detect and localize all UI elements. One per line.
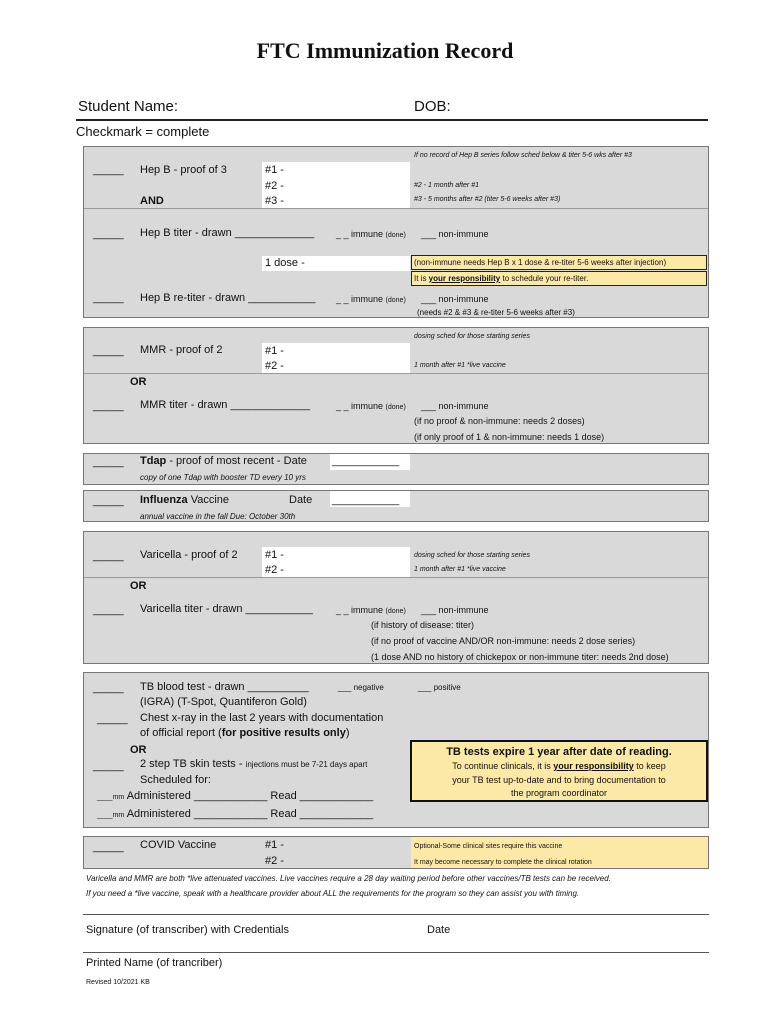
tb-blood-label: TB blood test - drawn __________ bbox=[140, 681, 309, 693]
hepb-titer-label: Hep B titer - drawn _____________ bbox=[140, 227, 315, 239]
tb-or-label: OR bbox=[130, 744, 147, 756]
flu-check-blank[interactable]: _____ bbox=[93, 495, 124, 507]
varicella-dose-fields[interactable] bbox=[262, 547, 410, 577]
flu-sub-note: annual vaccine in the fall Due: October 30th bbox=[140, 512, 296, 521]
page-title: FTC Immunization Record bbox=[256, 38, 514, 63]
hepb-retiter-immune: _ _ immune (done) bbox=[336, 294, 406, 304]
tdap-sub-note: copy of one Tdap with booster TD every 10 yrs bbox=[140, 473, 306, 482]
flu-date-line: ___________ bbox=[332, 494, 400, 506]
mmr-dose-fields[interactable] bbox=[262, 343, 410, 373]
footnote-live-vaccines: Varicella and MMR are both *live attenuated vaccines. Live vaccines require a 28 day waiting period before other vaccines/TB tests can be received. bbox=[86, 874, 611, 883]
hepb-dose-fields[interactable] bbox=[262, 162, 410, 208]
varicella-titer-immune: _ _ immune (done) bbox=[336, 605, 406, 615]
tdap-date-line: ___________ bbox=[332, 455, 400, 467]
signature-label: Signature (of transcriber) with Credentials bbox=[86, 924, 289, 936]
footnote-speak-provider: If you need a *live vaccine, speak with a healthcare provider about ALL the requirements for the program so they can assist you with timing. bbox=[86, 889, 580, 898]
revised-label: Revised 10/2021 KB bbox=[86, 979, 150, 986]
signature-top-rule bbox=[83, 914, 709, 915]
varicella-proof-label: Varicella - proof of 2 bbox=[140, 549, 238, 561]
hepb-nonimmune-text: (non-immune needs Hep B x 1 dose & re-titer 5-6 weeks after injection) bbox=[414, 258, 667, 267]
varicella-dose1: #1 - bbox=[265, 549, 284, 561]
mmr-note-b: (if only proof of 1 & non-immune: needs 1 dose) bbox=[414, 432, 605, 442]
hepb-dose2: #2 - bbox=[265, 180, 284, 192]
tdap-check-blank[interactable]: _____ bbox=[93, 456, 124, 468]
varicella-divider bbox=[84, 577, 708, 578]
mmr-titer-check[interactable]: _____ bbox=[93, 400, 124, 412]
mmr-dose-note: 1 month after #1 *live vaccine bbox=[414, 362, 506, 369]
covid-optional-text: Optional-Some clinical sites require this vaccine bbox=[414, 843, 563, 850]
hepb-note-top: If no record of Hep B series follow sched below & titer 5-6 wks after #3 bbox=[414, 152, 632, 159]
dob-label: DOB: bbox=[414, 98, 451, 115]
tb-scheduled-label: Scheduled for: bbox=[140, 774, 211, 786]
varicella-note-b: (if no proof of vaccine AND/OR non-immune: needs 2 dose series) bbox=[371, 636, 636, 646]
varicella-dose2: #2 - bbox=[265, 564, 284, 576]
tb-expiry-notice bbox=[410, 740, 708, 802]
varicella-or-label: OR bbox=[130, 580, 147, 592]
tb-igra-label: (IGRA) (T-Spot, Quantiferon Gold) bbox=[140, 696, 307, 708]
mmr-titer-immune: _ _ immune (done) bbox=[336, 401, 406, 411]
mmr-titer-label: MMR titer - drawn _____________ bbox=[140, 399, 310, 411]
hepb-retiter-nonimmune: ___ non-immune bbox=[421, 294, 489, 304]
tb-admin1-row[interactable]: ____mm Administered ____________ Read ____________ bbox=[97, 790, 374, 802]
hepb-retiter-label: Hep B re-titer - drawn ___________ bbox=[140, 292, 316, 304]
tdap-label: Tdap - proof of most recent - Date bbox=[140, 455, 307, 467]
signature-date-label: Date bbox=[427, 924, 451, 936]
hepb-titer-check[interactable]: _____ bbox=[93, 228, 124, 240]
mmr-or-label: OR bbox=[130, 376, 147, 388]
hepb-divider bbox=[84, 208, 708, 209]
varicella-dose-note: 1 month after #1 *live vaccine bbox=[414, 566, 506, 573]
hepb-retiter-note: (needs #2 & #3 & re-titer 5-6 weeks after #3) bbox=[417, 308, 575, 317]
hepb-retiter-check[interactable]: _____ bbox=[93, 292, 124, 304]
mmr-check-blank[interactable]: _____ bbox=[93, 345, 124, 357]
mmr-dose2: #2 - bbox=[265, 360, 284, 372]
hepb-responsibility-text: It is your responsibility to schedule your re-titer. bbox=[414, 274, 589, 283]
hepb-dose3: #3 - bbox=[265, 195, 284, 207]
covid-may-text: It may become necessary to complete the clinical rotation bbox=[414, 859, 592, 866]
tb-skin-label: 2 step TB skin tests - injections must be 7-21 days apart bbox=[140, 758, 368, 770]
varicella-titer-label: Varicella titer - drawn ___________ bbox=[140, 603, 313, 615]
mmr-dosing-note: dosing sched for those starting series bbox=[414, 333, 530, 340]
hepb-note-dose2: #2 - 1 month after #1 bbox=[414, 182, 479, 189]
mmr-dose1: #1 - bbox=[265, 345, 284, 357]
flu-label: Influenza Vaccine bbox=[140, 494, 230, 506]
varicella-titer-check[interactable]: _____ bbox=[93, 604, 124, 616]
varicella-dosing-note: dosing sched for those starting series bbox=[414, 552, 530, 559]
tb-official-label: of official report (for positive results only) bbox=[140, 727, 350, 739]
hepb-check-blank[interactable]: _____ bbox=[93, 164, 124, 176]
varicella-check-blank[interactable]: _____ bbox=[93, 550, 124, 562]
tb-expiry-line1: To continue clinicals, it is your responsibility to keep bbox=[452, 761, 666, 771]
covid-dose2: #2 - bbox=[265, 855, 284, 867]
tb-expiry-line3: the program coordinator bbox=[510, 788, 608, 798]
covid-check-blank[interactable]: _____ bbox=[93, 841, 124, 853]
tb-expiry-line2: your TB test up-to-date and to bring documentation to bbox=[452, 775, 666, 785]
hepb-titer-immune: _ _ immune (done) bbox=[336, 229, 406, 239]
tb-positive: ___ positive bbox=[418, 683, 461, 692]
flu-date-label: Date bbox=[289, 494, 313, 506]
covid-label: COVID Vaccine bbox=[140, 839, 217, 851]
hepb-proof-label: Hep B - proof of 3 bbox=[140, 164, 227, 176]
tb-expiry-heading: TB tests expire 1 year after date of reading. bbox=[446, 746, 672, 758]
header-rule bbox=[76, 119, 708, 121]
varicella-note-c: (1 dose AND no history of chickepox or non-immune titer: needs 2nd dose) bbox=[371, 652, 669, 662]
hepb-and-label: AND bbox=[140, 195, 164, 207]
checkmark-legend: Checkmark = complete bbox=[76, 124, 210, 139]
mmr-divider bbox=[84, 373, 708, 374]
covid-dose1: #1 - bbox=[265, 839, 284, 851]
hepb-dose1: #1 - bbox=[265, 164, 284, 176]
varicella-note-a: (if history of disease: titer) bbox=[371, 620, 475, 630]
tb-admin2-row[interactable]: ____mm Administered ____________ Read ____________ bbox=[97, 808, 374, 820]
tb-xray-label: Chest x-ray in the last 2 years with documentation bbox=[140, 712, 384, 724]
mmr-note-a: (if no proof & non-immune: needs 2 doses) bbox=[414, 416, 585, 426]
tb-blood-check[interactable]: _____ bbox=[93, 682, 124, 694]
varicella-titer-nonimmune: ___ non-immune bbox=[421, 605, 489, 615]
mmr-proof-label: MMR - proof of 2 bbox=[140, 344, 223, 356]
hepb-titer-nonimmune: ___ non-immune bbox=[421, 229, 489, 239]
tb-skin-check[interactable]: _____ bbox=[93, 760, 124, 772]
hepb-one-dose-label: 1 dose - bbox=[265, 257, 305, 269]
printed-name-label: Printed Name (of trancriber) bbox=[86, 957, 223, 969]
signature-bottom-rule bbox=[83, 952, 709, 953]
hepb-note-dose3: #3 - 5 months after #2 (titer 5-6 weeks after #3) bbox=[414, 196, 561, 203]
tb-negative: ___ negative bbox=[338, 683, 384, 692]
student-name-label: Student Name: bbox=[78, 98, 179, 115]
tb-xray-check[interactable]: _____ bbox=[97, 713, 128, 725]
mmr-titer-nonimmune: ___ non-immune bbox=[421, 401, 489, 411]
